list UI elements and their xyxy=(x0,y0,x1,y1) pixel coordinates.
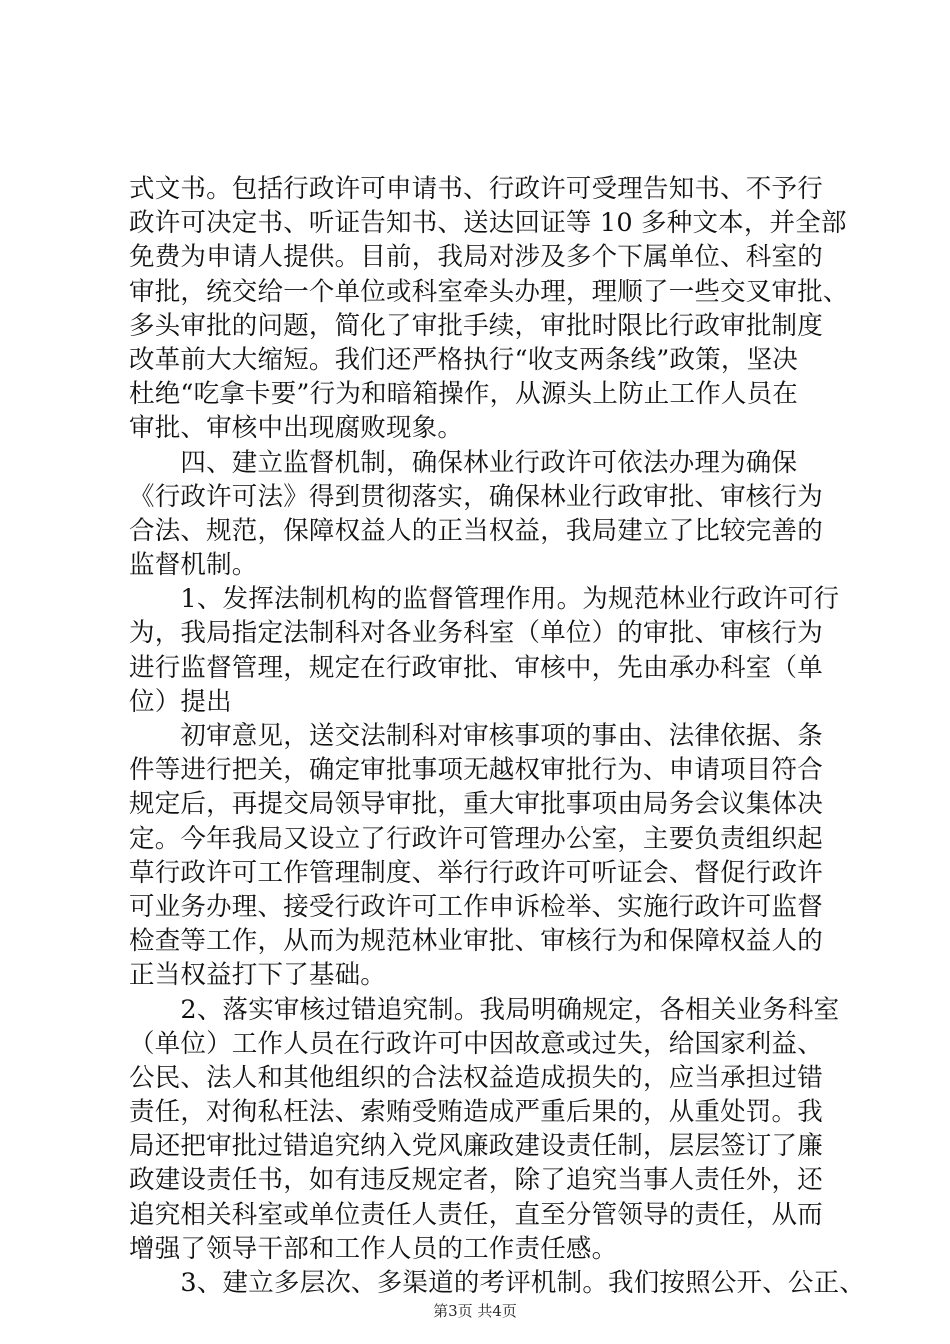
text-line: 《行政许可法》得到贯彻落实，确保林业行政审批、审核行为 xyxy=(129,481,823,512)
page-number-label: 第3页 共4页 xyxy=(433,1302,517,1320)
text-line: 审批、审核中出现腐败现象。 xyxy=(129,413,464,444)
text-line: 免费为申请人提供。目前，我局对涉及多个下属单位、科室的 xyxy=(129,242,823,273)
text-line: 政许可决定书、听证告知书、送达回证等 10 多种文本，并全部 xyxy=(129,208,847,239)
text-line: 政建设责任书，如有违反规定者，除了追究当事人责任外，还 xyxy=(129,1165,823,1196)
text-line: 杜绝“吃拿卡要”行为和暗箱操作，从源头上防止工作人员在 xyxy=(129,379,798,410)
text-line: 正当权益打下了基础。 xyxy=(129,960,387,991)
text-line: 审批，统交给一个单位或科室牵头办理，理顺了一些交叉审批、 xyxy=(129,276,849,307)
numbered-item-line: 1、发挥法制机构的监督管理作用。为规范林业行政许可行 xyxy=(129,584,840,615)
text-line: 局还把审批过错追究纳入党风廉政建设责任制，层层签订了廉 xyxy=(129,1131,823,1162)
text-line: 件等进行把关，确定审批事项无越权审批行为、申请项目符合 xyxy=(129,755,823,786)
text-line: 初审意见，送交法制科对审核事项的事由、法律依据、条 xyxy=(129,721,823,751)
numbered-item-line: 3、建立多层次、多渠道的考评机制。我们按照公开、公正、 xyxy=(129,1268,866,1298)
text-line: （单位）工作人员在行政许可中因故意或过失，给国家利益、 xyxy=(129,1028,823,1059)
text-line: 位）提出 xyxy=(129,686,232,717)
numbered-item-line: 2、落实审核过错追究制。我局明确规定，各相关业务科室 xyxy=(129,994,840,1025)
text-line: 进行监督管理，规定在行政审批、审核中，先由承办科室（单 xyxy=(129,652,823,683)
text-line: 增强了领导干部和工作人员的工作责任感。 xyxy=(129,1233,618,1264)
text-line: 多头审批的问题，简化了审批手续，审批时限比行政审批制度 xyxy=(129,310,823,341)
text-line: 规定后，再提交局领导审批，重大审批事项由局务会议集体决 xyxy=(129,789,823,820)
text-line: 追究相关科室或单位责任人责任，直至分管领导的责任，从而 xyxy=(129,1199,823,1230)
document-body xyxy=(129,172,866,1300)
text-line: 改革前大大缩短。我们还严格执行“收支两条线”政策，坚决 xyxy=(129,344,798,375)
text-line: 合法、规范，保障权益人的正当权益，我局建立了比较完善的 xyxy=(129,515,823,546)
text-line: 草行政许可工作管理制度、举行行政许可听证会、督促行政许 xyxy=(129,857,823,888)
text-line: 检查等工作，从而为规范林业审批、审核行为和保障权益人的 xyxy=(129,926,823,957)
text-line: 可业务办理、接受行政许可工作申诉检举、实施行政许可监督 xyxy=(129,891,823,922)
text-line: 责任，对徇私枉法、索贿受贿造成严重后果的，从重处罚。我 xyxy=(129,1097,823,1128)
text-line: 监督机制。 xyxy=(129,550,258,581)
text-line: 式文书。包括行政许可申请书、行政许可受理告知书、不予行 xyxy=(129,174,823,204)
section-heading-line: 四、建立监督机制，确保林业行政许可依法办理为确保 xyxy=(129,447,798,478)
page-footer xyxy=(0,1300,950,1321)
text-line: 为，我局指定法制科对各业务科室（单位）的审批、审核行为 xyxy=(129,618,823,649)
text-line: 公民、法人和其他组织的合法权益造成损失的，应当承担过错 xyxy=(129,1062,823,1093)
text-line: 定。今年我局又设立了行政许可管理办公室，主要负责组织起 xyxy=(129,823,823,854)
